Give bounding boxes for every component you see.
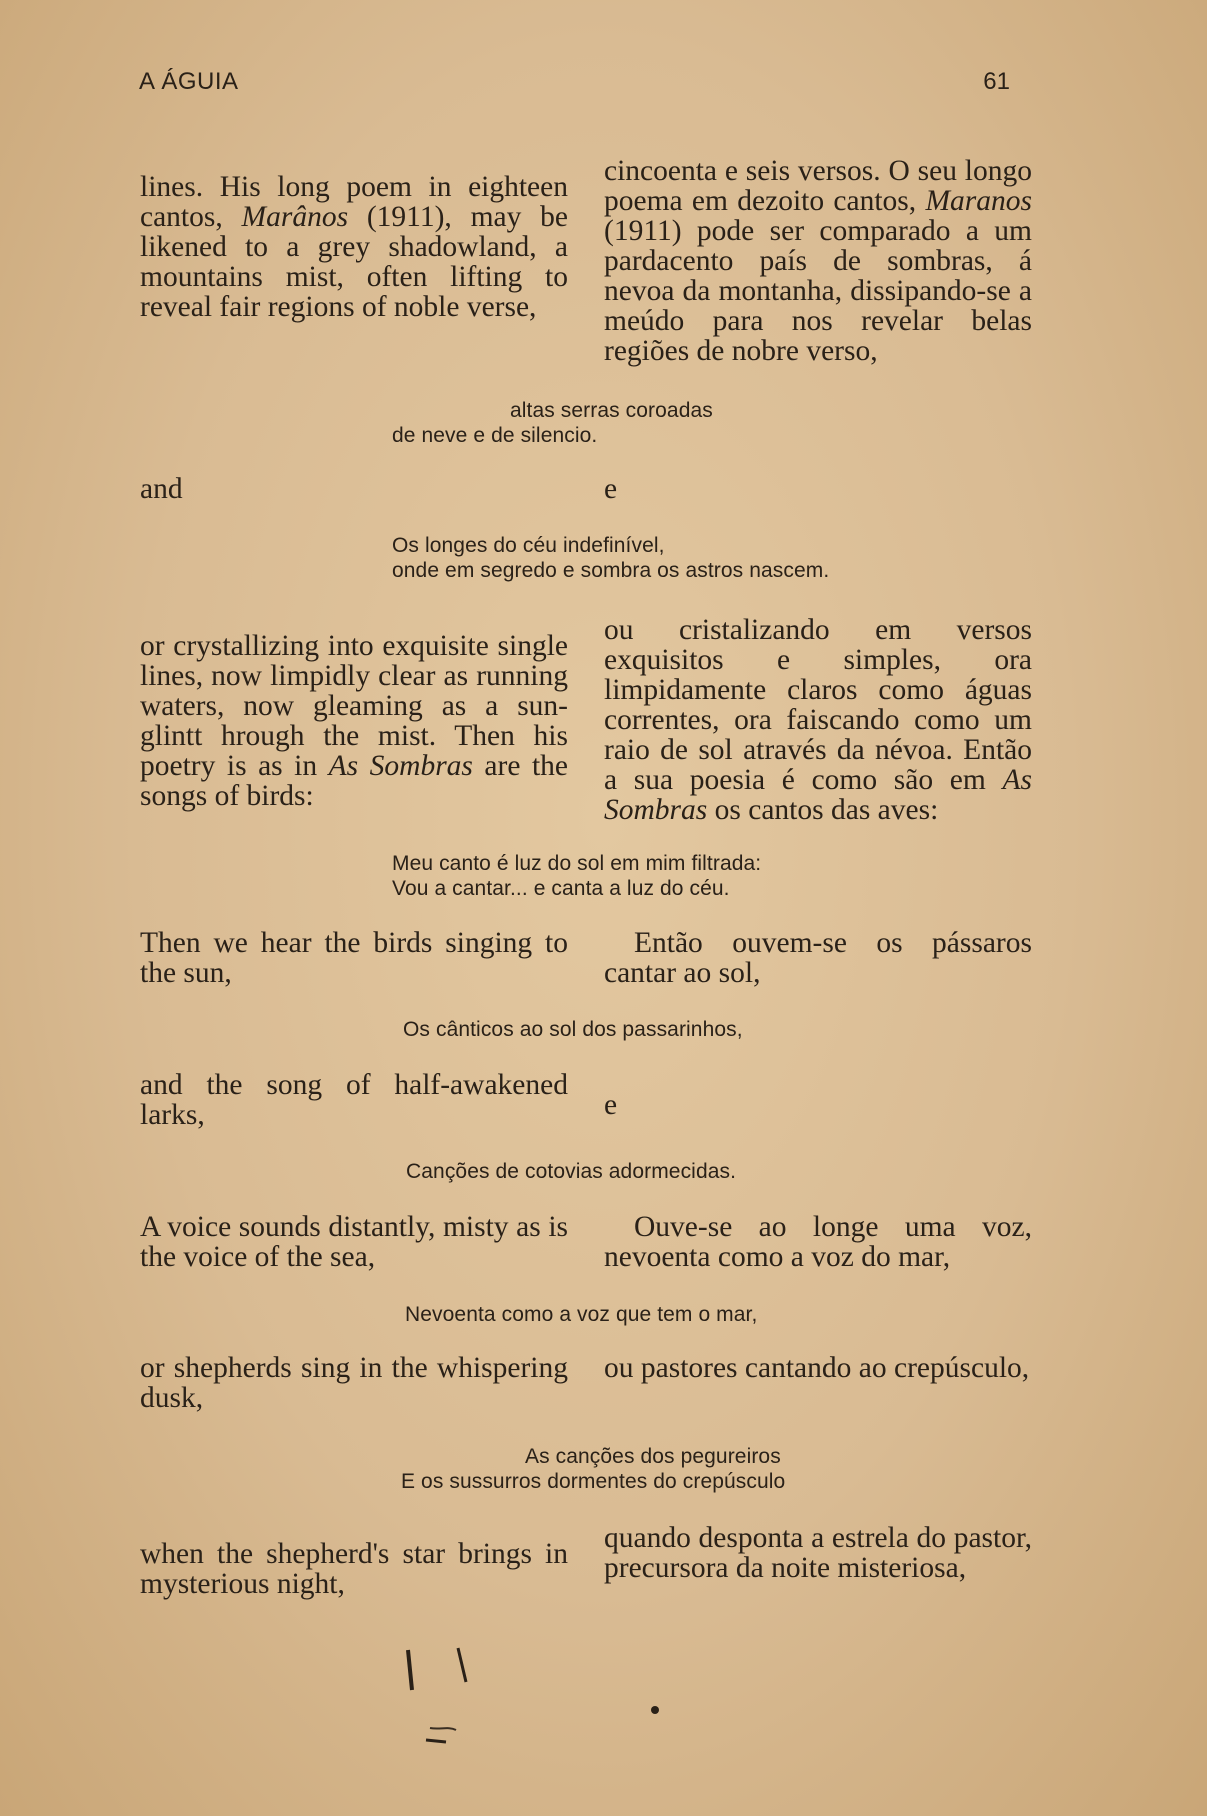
verse-quote-3	[392, 851, 761, 901]
ink-stain-marks	[330, 1630, 750, 1750]
text-run: or crystallizing into exquisite single lines, now limpidly clear as running waters, now gleaming as a sun-glintt hrough the mist. Then his poetry is as in	[140, 630, 568, 782]
verse-quote-7	[401, 1444, 785, 1494]
text-run: os cantos das aves:	[707, 794, 939, 826]
verse-quote-2	[392, 533, 829, 583]
verse-line: onde em segredo e sombra os astros nascem.	[392, 559, 830, 582]
english-paragraph-1	[140, 172, 568, 322]
verse-line: E os sussurros dormentes do crepúsculo	[401, 1470, 786, 1493]
text-run: (1911) pode ser comparado a um pardacento país de sombras, á nevoa da montanha, dissipando-se a meúdo para nos revelar belas regiões de nobre verso,	[604, 215, 1032, 367]
verse-quote-4	[403, 1017, 743, 1042]
italic-title: As Sombras	[328, 750, 473, 782]
page-number: 61	[983, 68, 1010, 95]
verse-line: As canções dos pegureiros	[525, 1445, 781, 1468]
verse-line: de neve e de silencio.	[392, 424, 598, 447]
verse-line: Os longes do céu indefinível,	[392, 534, 665, 557]
verse-quote-6	[405, 1302, 757, 1327]
verse-line: altas serras coroadas	[510, 399, 713, 422]
english-paragraph-6: or shepherds sing in the whispering dusk,	[140, 1352, 568, 1414]
italic-title: Marânos	[241, 201, 349, 233]
text-run: are the songs of birds:	[140, 750, 568, 812]
verse-line: Os cânticos ao sol dos passarinhos,	[403, 1018, 743, 1041]
english-connector-and: and	[140, 473, 183, 505]
running-header	[139, 68, 1010, 108]
english-paragraph-4: and the song of half-awakened larks,	[140, 1069, 568, 1131]
portuguese-paragraph-6: ou pastores cantando ao crepúsculo,	[604, 1352, 1030, 1384]
english-paragraph-7: when the shepherd's star brings in mysterious night,	[140, 1538, 568, 1600]
portuguese-connector-e: e	[604, 473, 618, 505]
portuguese-paragraph-7: quando desponta a estrela do pastor, precursora da noite misteriosa,	[604, 1522, 1032, 1584]
italic-title: Maranos	[925, 185, 1032, 217]
verse-line: Canções de cotovias adormecidas.	[406, 1160, 737, 1183]
verse-line: Meu canto é luz do sol em mim filtrada:	[392, 852, 762, 875]
portuguese-paragraph-3: Então ouvem-se os pássaros cantar ao sol,	[604, 927, 1032, 989]
italic-title: As Sombras	[604, 764, 1032, 826]
text-run: ou cristalizando em versos exquisitos e simples, ora limpidamente claros como águas correntes, ora faiscando como um raio de sol através da névoa. Então a sua poesia é como são em	[604, 614, 1032, 796]
english-paragraph-3: Then we hear the birds singing to the sun,	[140, 927, 568, 989]
portuguese-paragraph-1	[604, 156, 1032, 366]
portuguese-paragraph-2	[604, 615, 1032, 825]
english-paragraph-5: A voice sounds distantly, misty as is the voice of the sea,	[140, 1211, 568, 1273]
verse-quote-1	[392, 398, 713, 448]
portuguese-connector-e: e	[604, 1089, 618, 1121]
portuguese-paragraph-5: Ouve-se ao longe uma voz, nevoenta como a voz do mar,	[604, 1211, 1032, 1273]
text-run: cincoenta e seis versos. O seu longo poema em dezoito cantos,	[604, 155, 1032, 217]
verse-line: Nevoenta como a voz que tem o mar,	[405, 1303, 758, 1326]
verse-line: Vou a cantar... e canta a luz do céu.	[392, 877, 730, 900]
journal-title: A ÁGUIA	[139, 68, 239, 95]
text-run: (1911), may be likened to a grey shadowland, a mountains mist, often lifting to reveal fair regions of noble verse,	[140, 201, 568, 323]
text-run: lines. His long poem in eighteen cantos,	[140, 171, 568, 233]
english-paragraph-2	[140, 631, 568, 811]
verse-quote-5	[406, 1159, 736, 1184]
